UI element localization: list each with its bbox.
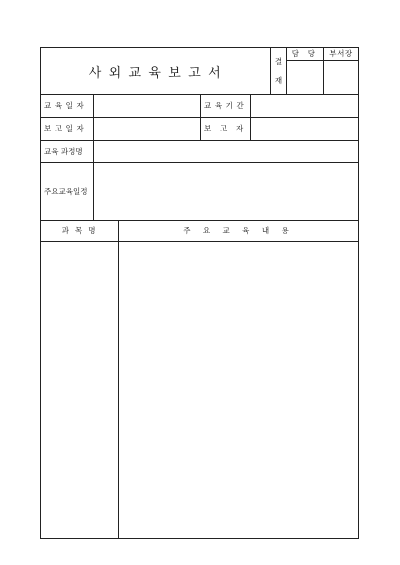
report-title: 사 외 교 육 보 고 서 — [88, 65, 223, 81]
approval-department-head-label: 부서장 — [329, 49, 353, 59]
approval-manager-label: 담 당 — [291, 49, 319, 59]
education-period-label: 교 육 기 간 — [204, 101, 245, 111]
approval-header-manager — [286, 47, 324, 61]
approval-label-top: 결 — [274, 56, 283, 66]
content-header-cell — [118, 220, 359, 242]
education-date-value — [93, 94, 201, 118]
subject-header-cell — [40, 220, 119, 242]
education-period-value — [250, 94, 359, 118]
content-header: 주 요 교 육 내 용 — [183, 226, 294, 236]
subject-header: 과 목 명 — [61, 226, 98, 236]
approval-sign-department-head — [323, 60, 359, 95]
education-period-label-cell — [200, 94, 251, 118]
approval-sign-manager — [286, 60, 324, 95]
education-date-label: 교 육 일 자 — [44, 101, 85, 111]
approval-header-department-head — [323, 47, 359, 61]
schedule-label: 주요교육일정 — [44, 186, 88, 196]
report-date-value — [93, 117, 201, 141]
education-date-label-cell — [40, 94, 94, 118]
report-date-label: 보 고 일 자 — [44, 124, 85, 134]
course-name-value — [93, 140, 359, 163]
approval-label-bottom: 재 — [274, 75, 283, 85]
course-name-label: 교육 과정명 — [44, 146, 83, 156]
content-column-body — [118, 241, 359, 539]
title-cell — [40, 47, 271, 95]
reporter-label-cell — [200, 117, 251, 141]
schedule-value — [93, 162, 359, 221]
course-name-label-cell — [40, 140, 94, 163]
reporter-label: 보 고 자 — [204, 124, 247, 134]
subject-column-body — [40, 241, 119, 539]
reporter-value — [250, 117, 359, 141]
schedule-label-cell — [40, 162, 94, 221]
report-date-label-cell — [40, 117, 94, 141]
approval-label-cell — [270, 47, 287, 95]
